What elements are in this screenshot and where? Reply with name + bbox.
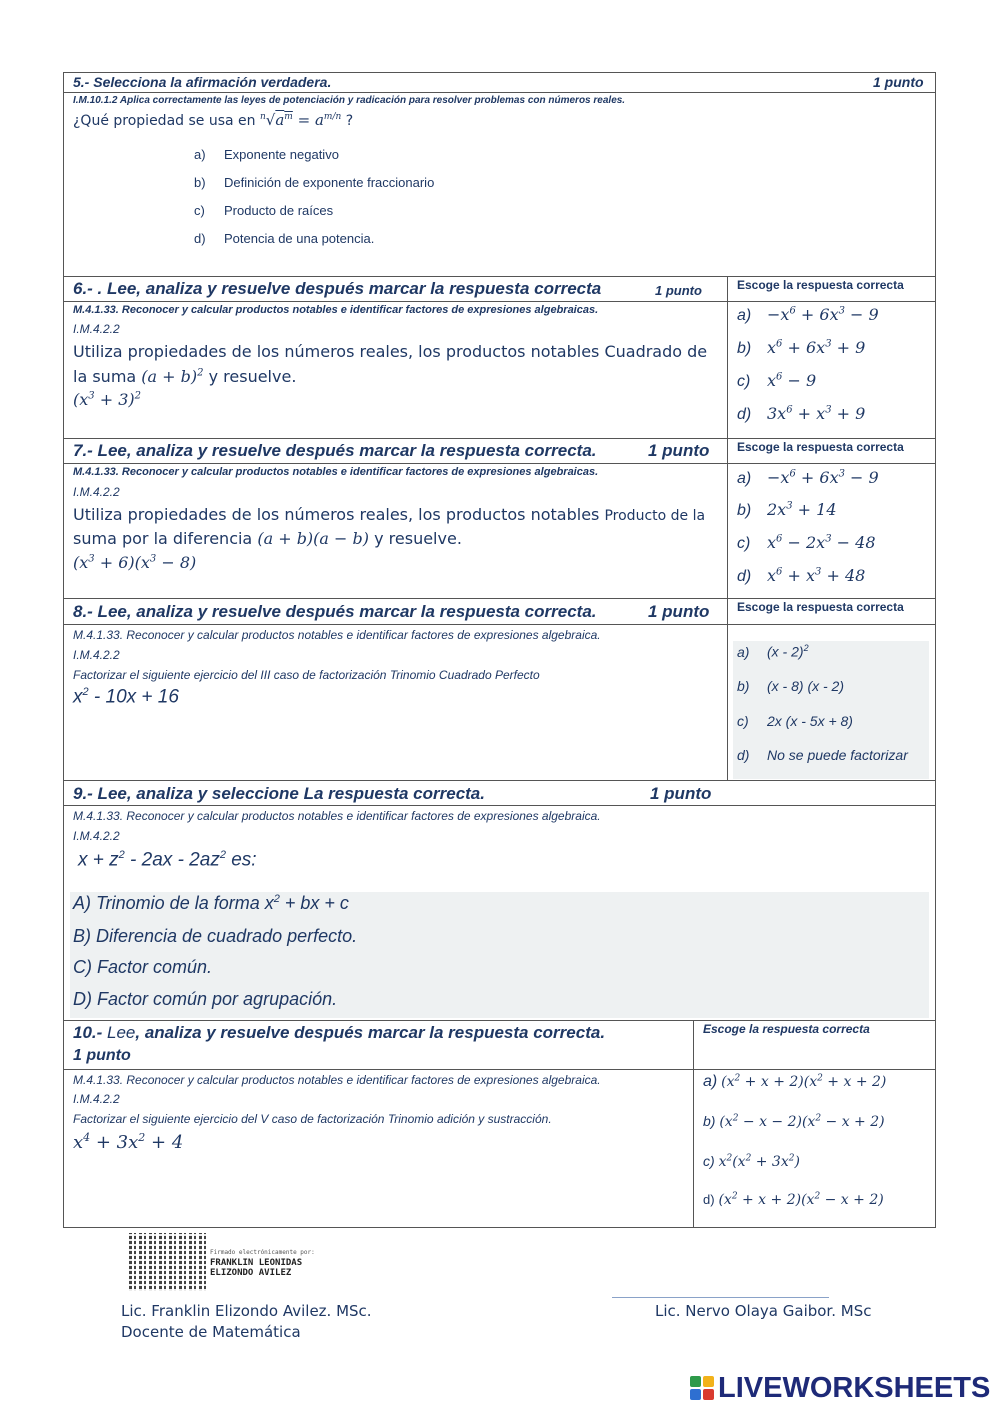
q6-text-line1: Utiliza propiedades de los números reales, los productos notables Cuadrado de (73, 342, 708, 361)
q10-option-d[interactable]: d) $(x^2 + x + 2)(x^2 - x + 2)$ (703, 1191, 884, 1208)
q5-option-b[interactable]: b) Definición de exponente fraccionario (194, 175, 435, 190)
q10-title: 10.- Lee, analiza y resuelve después marcar la respuesta correcta. (73, 1023, 606, 1042)
q7-text-line2: suma por la diferencia (a + b)(a − b) y resuelve. (73, 529, 462, 548)
q10-option-a[interactable]: a) $(x^2 + x + 2)(x^2 + x + 2)$ (703, 1073, 887, 1090)
q10-header-divider (63, 1069, 936, 1070)
q6-option-b[interactable]: b) $x^6 + 6x^3 + 9$ (737, 338, 866, 357)
q7-header-divider (63, 463, 936, 464)
liveworksheets-logo[interactable]: LIVEWORKSHEETS (718, 1372, 991, 1404)
q5-option-d[interactable]: d) Potencia de una potencia. (194, 231, 375, 246)
q9-indicator: I.M.4.2.2 (73, 829, 120, 843)
q8-header-divider (63, 624, 936, 625)
left-signature-name: Lic. Franklin Elizondo Avilez. MSc. (121, 1302, 372, 1320)
q8-standard: M.4.1.33. Reconocer y calcular productos notables e identificar factores de expresiones algebraica. (73, 628, 601, 642)
q8-title: 8.- Lee, analiza y resuelve después marcar la respuesta correcta. (73, 602, 597, 621)
liveworksheets-icon (690, 1376, 716, 1402)
q9-option-a[interactable]: A) Trinomio de la forma $x^2$ + bx + c (73, 893, 349, 913)
q9-expression: $x + z^2 - 2ax - 2az^2$ es: (78, 849, 257, 871)
q10-indicator: I.M.4.2.2 (73, 1092, 120, 1106)
q6-indicator: I.M.4.2.2 (73, 322, 120, 336)
q8-option-c[interactable]: c) 2x (x - 5x + 8) (737, 713, 853, 729)
q9-option-b[interactable]: B) Diferencia de cuadrado perfecto. (73, 926, 358, 946)
q8-escoge: Escoge la respuesta correcta (737, 600, 904, 614)
q10-standard: M.4.1.33. Reconocer y calcular productos notables e identificar factores de expresiones algebraica. (73, 1073, 601, 1087)
q7-standard: M.4.1.33. Reconocer y calcular productos notables e identificar factores de expresiones algebraicas. (73, 466, 599, 478)
q7-option-c[interactable]: c) $x^6 - 2x^3 - 48$ (737, 533, 876, 552)
right-signature-line (612, 1297, 829, 1298)
q8-indicator: I.M.4.2.2 (73, 648, 120, 662)
q10-expression: $x^4 + 3x^2 + 4$ (73, 1131, 184, 1153)
q9-header-divider (63, 805, 936, 806)
q7-title: 7.- Lee, analiza y resuelve después marcar la respuesta correcta. (73, 441, 597, 460)
q7-escoge: Escoge la respuesta correcta (737, 440, 904, 454)
q5-formula: $^n√a^m = a^{m/n}$ (259, 111, 342, 129)
q5-question-suffix: ? (345, 113, 354, 129)
q6-expression: $(x^3 + 3)^2$ (73, 390, 142, 409)
q7-option-b[interactable]: b) $2x^3 + 14$ (737, 500, 837, 519)
q5-points: 1 punto (873, 74, 924, 90)
q6-standard: M.4.1.33. Reconocer y calcular productos notables e identificar factores de expresiones algebraicas. (73, 304, 599, 316)
q9-standard: M.4.1.33. Reconocer y calcular productos notables e identificar factores de expresiones algebraica. (73, 809, 601, 823)
left-signature-role: Docente de Matemática (121, 1323, 301, 1341)
q10-option-b[interactable]: b) $(x^2 - x - 2)(x^2 - x + 2)$ (703, 1113, 885, 1130)
q6-option-a[interactable]: $a) -x^6 + 6x^3 - 9$ (737, 305, 879, 324)
q9-option-c[interactable]: C) Factor común. (73, 957, 213, 977)
q7-text-line1: Utiliza propiedades de los números reales, los productos notables Producto de la (73, 505, 706, 524)
right-signature-name: Lic. Nervo Olaya Gaibor. MSc (655, 1302, 872, 1320)
q8-instruction: Factorizar el siguiente ejercicio del III caso de factorización Trinomio Cuadrado Perfecto (73, 668, 540, 682)
q6-escoge: Escoge la respuesta correcta (737, 278, 904, 292)
q8-option-b[interactable]: b) (x - 8) (x - 2) (737, 678, 844, 694)
q6-option-c[interactable]: c) $x^6 - 9$ (737, 371, 817, 390)
q10-points: 1 punto (73, 1047, 131, 1064)
q8-points: 1 punto (648, 602, 710, 621)
q10-column-divider (693, 1020, 694, 1228)
q5-title: 5.- Selecciona la afirmación verdadera. (73, 74, 332, 90)
q5-header-divider (63, 92, 936, 93)
q9-title: 9.- Lee, analiza y seleccione La respuesta correcta. (73, 784, 485, 803)
q10-option-c[interactable]: c) $x^2(x^2 + 3x^2)$ (703, 1153, 800, 1170)
q6-header-divider (63, 301, 936, 302)
q6-option-d[interactable]: d) $3x^6 + x^3 + 9$ (737, 404, 866, 423)
q9-points: 1 punto (650, 784, 712, 803)
qr-code (129, 1233, 209, 1291)
q10-escoge: Escoge la respuesta correcta (703, 1022, 870, 1036)
q8-column-divider (727, 598, 728, 781)
q6-text-line2: la suma $(a + b)^2$ y resuelve. (73, 367, 297, 386)
q6-points: 1 punto (655, 283, 702, 298)
q7-points: 1 punto (648, 441, 710, 460)
q5-option-a[interactable]: a) Exponente negativo (194, 147, 339, 162)
q7-option-d[interactable]: d) $x^6 + x^3 + 48$ (737, 566, 866, 585)
q8-option-d[interactable]: d) No se puede factorizar (737, 747, 908, 763)
q10-instruction: Factorizar el siguiente ejercicio del V caso de factorización Trinomio adición y sustracción. (73, 1112, 552, 1126)
q5-question-prefix: ¿Qué propiedad se usa en (73, 113, 256, 129)
q7-indicator: I.M.4.2.2 (73, 485, 120, 499)
q5-standard: I.M.10.1.2 Aplica correctamente las leyes de potenciación y radicación para resolver problemas con números reales. (73, 95, 626, 106)
q9-option-d[interactable]: D) Factor común por agrupación. (73, 989, 338, 1009)
q8-option-a[interactable]: a) (x - 2)$^2$ (737, 643, 809, 660)
signature-stamp: Firmado electrónicamente por: FRANKLIN LEONIDAS ELIZONDO AVILEZ (210, 1249, 315, 1278)
q6-title: 6.- . Lee, analiza y resuelve después marcar la respuesta correcta (73, 279, 602, 298)
q5-question (73, 111, 353, 129)
q8-expression: $x^2 - 10x + 16$ (73, 686, 179, 708)
q7-option-a[interactable]: $a) -x^6 + 6x^3 - 9$ (737, 468, 879, 487)
q5-option-c[interactable]: c) Producto de raíces (194, 203, 334, 218)
q7-expression: $(x^3 + 6)(x^3 - 8)$ (73, 553, 197, 572)
